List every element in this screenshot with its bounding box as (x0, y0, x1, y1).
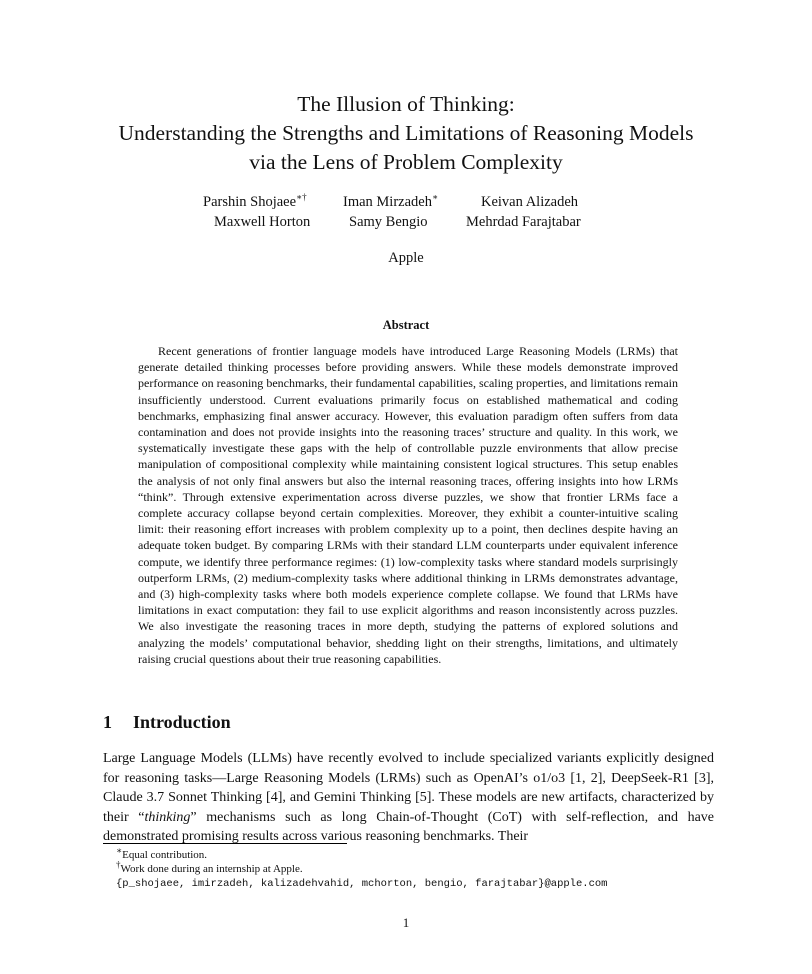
footnote-internship: †Work done during an internship at Apple. (116, 859, 303, 875)
footnote-rule (103, 843, 347, 844)
author-name: Mehrdad Farajtabar (466, 214, 581, 230)
paper-title-line-2: Understanding the Strengths and Limitations of Reasoning Models (118, 121, 694, 145)
paper-title-line-3: via the Lens of Problem Complexity (249, 150, 563, 174)
section-number: 1 (103, 712, 112, 732)
section-heading (103, 712, 231, 733)
author-name: Iman Mirzadeh∗ (343, 192, 439, 210)
citation-link[interactable]: [5] (415, 790, 432, 806)
affiliation: Apple (388, 250, 424, 266)
page-number: 1 (402, 915, 410, 930)
paper-title-line-1: The Illusion of Thinking: (297, 92, 515, 116)
citation-link[interactable]: [3] (694, 770, 711, 786)
author-name: Samy Bengio (349, 214, 428, 230)
author-name: Parshin Shojaee∗† (203, 192, 307, 210)
footnote-emails[interactable]: {p_shojaee, imirzadeh, kalizadehvahid, mchorton, bengio, farajtabar}@apple.com (116, 878, 608, 890)
emphasis-thinking: thinking (144, 809, 191, 825)
intro-paragraph: Large Language Models (LLMs) have recently evolved to include specialized variants explicitly designed for reasoning tasks—Large Reasoning Models (LRMs) such as OpenAI’s o1/o3 [1, 2], DeepSeek-R1 [3], Claude 3.7 Sonnet Thinking [4], and Gemini Thinking [5]. These models are new artifacts, characterized by their “thinking” mechanisms such as long Chain-of-Thought (CoT) with self-reflection, and have demonstrated promising results across various reasoning benchmarks. Their (103, 751, 715, 845)
abstract-heading: Abstract (382, 318, 430, 332)
citation-link[interactable]: [4] (266, 790, 283, 806)
citation-link[interactable]: [1, 2] (570, 770, 603, 786)
footnote-equal-contribution: ∗Equal contribution. (116, 845, 208, 861)
abstract-body: Recent generations of frontier language models have introduced Large Reasoning Models (LRMs) that generate detailed thinking processes before providing answers. While these models demonstrate improved performance on reasoning benchmarks, their fundamental capabilities, scaling properties, and limitations remain insufficiently understood. Current evaluations primarily focus on established mathematical and coding benchmarks, emphasizing final answer accuracy. However, this evaluation paradigm often suffers from data contamination and does not provide insights into the reasoning traces’ structure and quality. In this work, we systematically investigate these gaps with the help of controllable puzzle environments that allow precise manipulation of compositional complexity while maintaining consistent logical structures. This setup enables the analysis of not only final answers but also the internal reasoning traces, offering insights into how LRMs “think”. Through extensive experimentation across diverse puzzles, we show that frontier LRMs face a complete accuracy collapse beyond certain complexities. Moreover, they exhibit a counter-intuitive scaling limit: their reasoning effort increases with problem complexity up to a point, then declines despite having an adequate token budget. By comparing LRMs with their standard LLM counterparts under equivalent inference compute, we identify three performance regimes: (1) low-complexity tasks where standard models surprisingly outperform LRMs, (2) medium-complexity tasks where additional thinking in LRMs demonstrates advantage, and (3) high-complexity tasks where both models experience complete collapse. We found that LRMs have limitations in exact computation: they fail to use explicit algorithms and reason inconsistently across puzzles. We also investigate the reasoning traces in more depth, studying the patterns of explored solutions and analyzing the models’ computational behavior, shedding light on their strengths, limitations, and ultimately raising crucial questions about their true reasoning capabilities. (138, 344, 678, 666)
author-name: Maxwell Horton (214, 214, 311, 230)
author-name: Keivan Alizadeh (481, 194, 579, 210)
section-title: Introduction (133, 712, 231, 732)
